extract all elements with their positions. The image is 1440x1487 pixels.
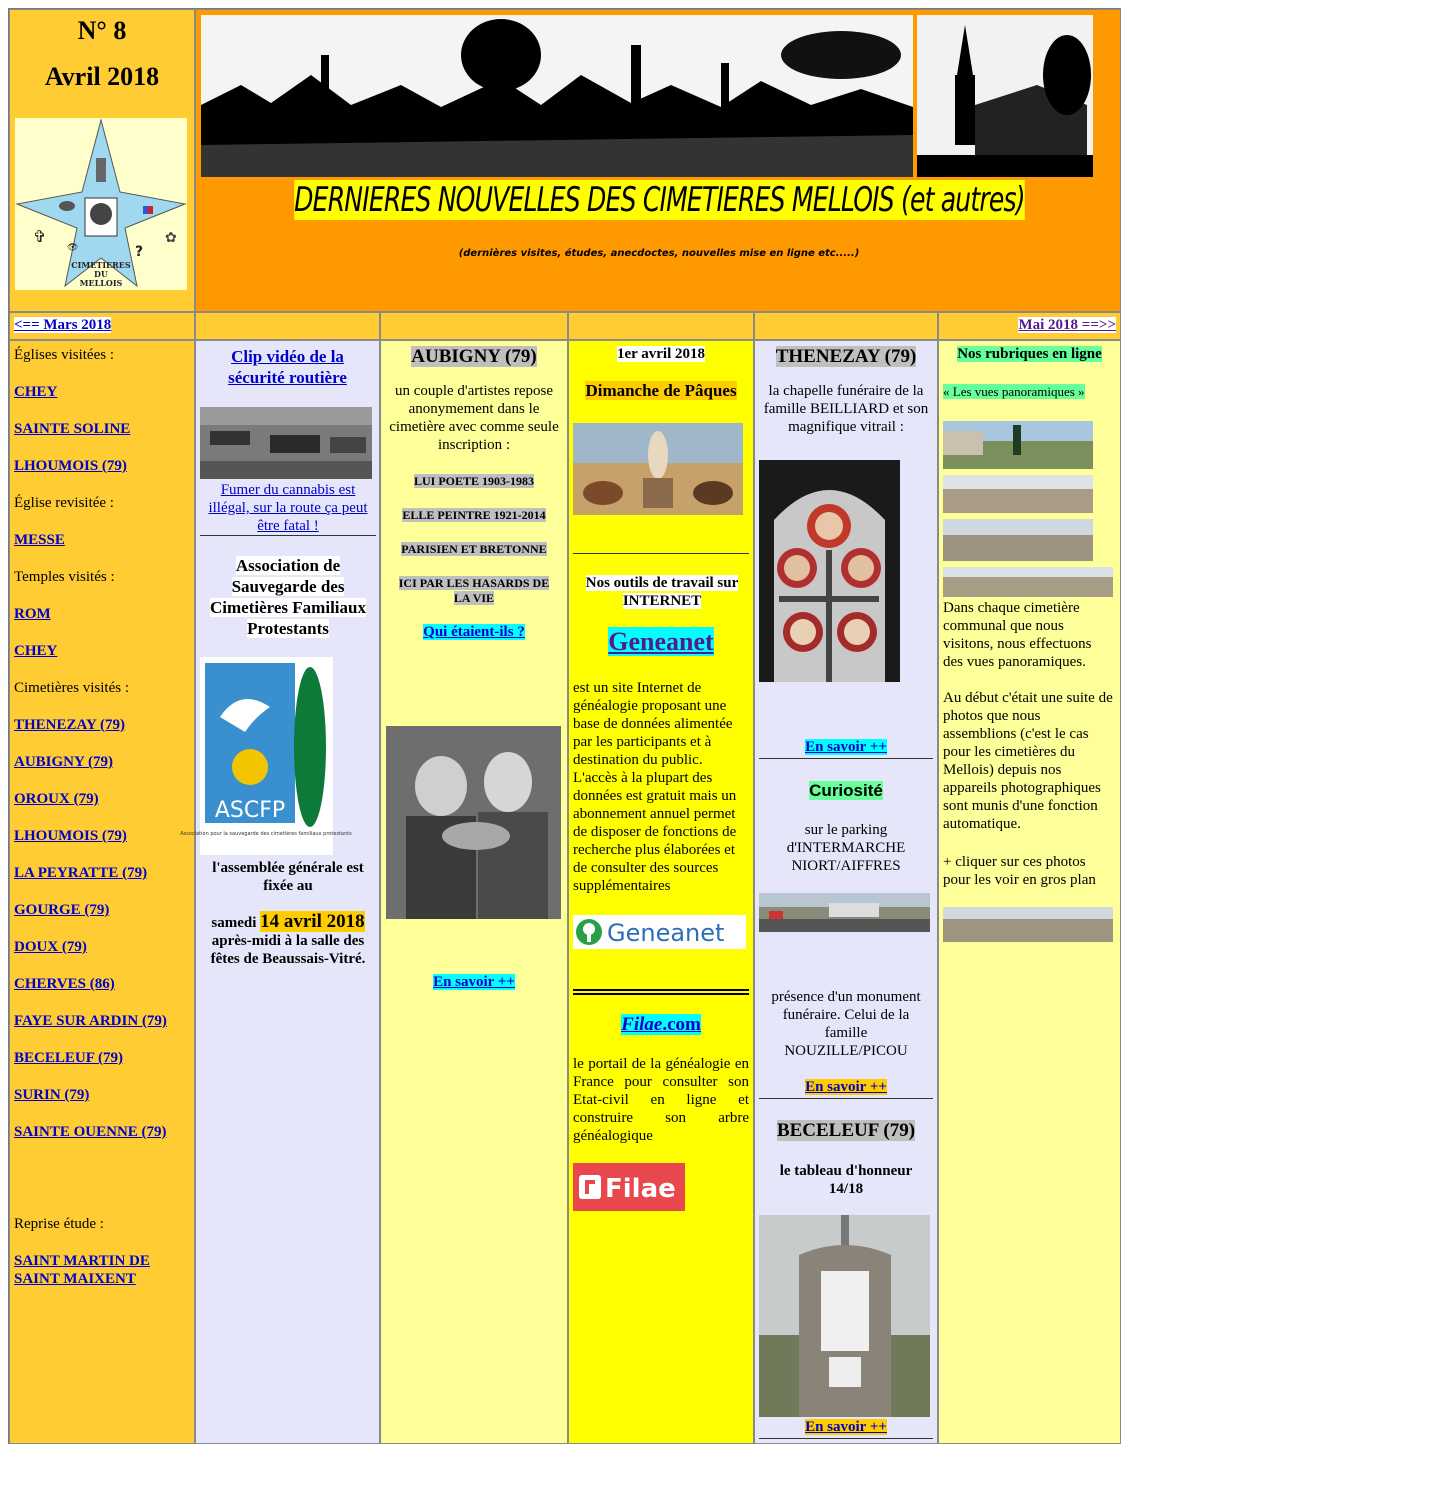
cemetery-engraving-image	[201, 15, 913, 177]
link-chey-temple[interactable]: CHEY	[14, 643, 58, 659]
ascfp-logo-sub: Association pour la sauvegarde des cimetières familiaux protestants	[180, 831, 352, 837]
column-rubrics	[938, 340, 1121, 1444]
who-were-they-link[interactable]: Qui étaient-ils ?	[423, 624, 525, 640]
monument-more-link[interactable]: En savoir ++	[805, 1079, 887, 1095]
rubrics-title: Nos rubriques en ligne	[957, 346, 1102, 362]
title-wrap	[196, 180, 1122, 220]
logo-line-1: CIMETIERES	[71, 260, 131, 270]
tools-title: Nos outils de travail sur INTERNET	[585, 575, 739, 609]
site-logo	[15, 118, 187, 290]
video-thumbnail[interactable]	[200, 407, 372, 479]
geneanet-logo[interactable]	[573, 915, 746, 949]
video-title-link[interactable]: Clip vidéo de la sécurité routière	[228, 347, 347, 387]
link-lhoumois-church[interactable]: LHOUMOIS (79)	[14, 458, 127, 474]
link-lhoumois[interactable]: LHOUMOIS (79)	[14, 828, 127, 844]
churches-label: Églises visitées :	[14, 347, 114, 363]
panorama-thumb-2[interactable]	[943, 475, 1093, 513]
cemeteries-label: Cimetières visités :	[14, 680, 129, 696]
association-name: Association de Sauvegarde des Cimetières Familiaux Protestants	[210, 556, 366, 638]
filae-logo[interactable]	[573, 1163, 685, 1211]
issue-number: N° 8	[77, 16, 127, 45]
temples-label: Temples visités :	[14, 569, 115, 585]
issue-box	[9, 9, 195, 312]
aubigny-title: AUBIGNY (79)	[411, 346, 537, 367]
ascfp-logo[interactable]	[180, 657, 352, 855]
divider	[759, 1438, 933, 1439]
panoramic-para-1: Dans chaque cimetière communal que nous visitons, nous effectuons des vues panoramiques.	[943, 600, 1092, 670]
link-sainte-soline[interactable]: SAINTE SOLINE	[14, 421, 131, 437]
filae-link[interactable]: Filae.com	[621, 1014, 701, 1035]
inscription-1: LUI POETE 1903-1983	[413, 474, 534, 488]
header-banner	[195, 9, 1121, 312]
stained-glass-image	[759, 460, 900, 682]
aubigny-intro: un couple d'artistes repose anonymement dans le cimetière avec comme seule inscription :	[389, 383, 559, 453]
link-gourge[interactable]: GOURGE (79)	[14, 902, 110, 918]
geneanet-link[interactable]: Geneanet	[608, 627, 714, 656]
star-logo-icon	[15, 118, 187, 290]
church-engraving-image	[917, 15, 1093, 177]
beceleuf-title: BECELEUF (79)	[776, 1120, 916, 1141]
link-aubigny[interactable]: AUBIGNY (79)	[14, 754, 114, 770]
nav-cell-next	[938, 312, 1121, 340]
nav-cell-2	[195, 312, 380, 340]
divider	[573, 553, 749, 554]
page-subtitle: (dernières visites, études, anecdoctes, nouvelles mise en ligne etc.....)	[458, 248, 860, 259]
link-surin[interactable]: SURIN (79)	[14, 1087, 90, 1103]
assembly-location: après-midi à la salle des fêtes de Beaussais-Vitré.	[210, 933, 366, 967]
assembly-date-block: samedi 14 avril 2018 après-midi à la salle des fêtes de Beaussais-Vitré.	[210, 911, 366, 967]
link-chey-church[interactable]: CHEY	[14, 384, 58, 400]
honor-more-link[interactable]: En savoir ++	[805, 1419, 887, 1435]
svg-text:✿: ✿	[165, 230, 177, 246]
nav-cell-prev	[9, 312, 195, 340]
curiosity-title: Curiosité	[809, 781, 883, 800]
honor-roll-photo	[759, 1215, 930, 1417]
easter-title: Dimanche de Pâques	[585, 381, 737, 400]
column-aubigny	[380, 340, 568, 1444]
panorama-thumb-3[interactable]	[943, 519, 1093, 561]
divider	[200, 535, 376, 536]
filae-logo-text: Filae	[605, 1174, 676, 1204]
thenezay-title: THENEZAY (79)	[775, 346, 917, 367]
link-cherves[interactable]: CHERVES (86)	[14, 976, 115, 992]
link-la-peyratte[interactable]: LA PEYRATTE (79)	[14, 865, 148, 881]
assembly-date: 14 avril 2018	[260, 911, 365, 932]
next-month-link[interactable]: Mai 2018 ==>>	[1018, 317, 1116, 333]
panorama-thumb-5[interactable]	[943, 907, 1113, 942]
inscription-3: PARISIEN ET BRETONNE	[401, 542, 547, 556]
sidebar-visits	[9, 340, 195, 1444]
divider	[759, 758, 933, 759]
parking-text: sur le parking d'INTERMARCHE NIORT/AIFFRES	[786, 822, 906, 874]
inscription-4: ICI PAR LES HASARDS DE LA VIE	[398, 576, 550, 605]
page-title: DERNIERES NOUVELLES DES CIMETIERES MELLOIS (et autres)	[293, 180, 1025, 220]
geneanet-logo-text: Geneanet	[607, 919, 725, 947]
filae-description: le portail de la généalogie en France pour consulter son Etat-civil en ligne et construire son arbre généalogique	[573, 1056, 749, 1144]
church-revisited-label: Église revisitée :	[14, 495, 114, 511]
nav-cell-5	[754, 312, 938, 340]
link-sainte-ouenne[interactable]: SAINTE OUENNE (79)	[14, 1124, 167, 1140]
resume-label: Reprise étude :	[14, 1216, 104, 1232]
link-saint-martin[interactable]: SAINT MARTIN DE SAINT MAIXENT	[14, 1253, 150, 1287]
video-caption-link[interactable]: Fumer du cannabis est illégal, sur la route ça peut être fatal !	[208, 482, 368, 534]
link-doux[interactable]: DOUX (79)	[14, 939, 87, 955]
svg-text:?: ?	[135, 244, 144, 260]
geneanet-description: est un site Internet de généalogie proposant une base de données alimentée par les participants et à destination du public. L'accès à la plupart des données est gratuit mais un abonnement annuel permet de disposer de fonctions de recherche plus élaborées et de consulter des sources supplémentaires	[573, 680, 737, 894]
column-thenezay	[754, 340, 938, 1444]
artists-photo	[386, 726, 561, 919]
panorama-thumb-1[interactable]	[943, 421, 1093, 469]
ascfp-logo-text: ASCFP	[214, 798, 286, 823]
prev-month-link[interactable]: <== Mars 2018	[14, 317, 112, 333]
link-beceleuf[interactable]: BECELEUF (79)	[14, 1050, 124, 1066]
nav-cell-3	[380, 312, 568, 340]
logo-line-3: MELLOIS	[79, 278, 123, 288]
monument-text: présence d'un monument funéraire. Celui de la famille NOUZILLE/PICOU	[771, 989, 921, 1059]
panorama-thumb-4[interactable]	[943, 567, 1113, 597]
link-rom[interactable]: ROM	[14, 606, 51, 622]
panoramic-para-2: Au début c'était une suite de photos que nous assemblions (c'est le cas pour les cimetières du Mellois) depuis nos appareils photographiques sont munis d'une fonction automatique.	[943, 690, 1113, 832]
chapel-text: la chapelle funéraire de la famille BEILLIARD et son magnifique vitrail :	[763, 383, 929, 435]
inscription-2: ELLE PEINTRE 1921-2014	[402, 508, 546, 522]
issue-month: Avril 2018	[44, 62, 160, 91]
parking-photo	[759, 893, 930, 932]
link-thenezay[interactable]: THENEZAY (79)	[14, 717, 125, 733]
link-faye-sur-ardin[interactable]: FAYE SUR ARDIN (79)	[14, 1013, 167, 1029]
column-news	[568, 340, 754, 1444]
aubigny-more-link[interactable]: En savoir ++	[433, 974, 515, 990]
resurrection-painting	[573, 423, 743, 515]
honor-text: le tableau d'honneur 14/18	[779, 1163, 913, 1197]
news-date: 1er avril 2018	[616, 346, 706, 362]
nav-cell-4	[568, 312, 754, 340]
double-divider	[573, 989, 749, 995]
divider	[759, 1098, 933, 1099]
panoramic-para-3: + cliquer sur ces photos pour les voir en gros plan	[943, 854, 1096, 888]
svg-text:✞: ✞	[33, 227, 47, 246]
logo-line-2: DU	[94, 269, 108, 279]
link-oroux[interactable]: OROUX (79)	[14, 791, 99, 807]
svg-text:👁: 👁	[67, 243, 79, 253]
column-association	[180, 340, 380, 1444]
link-messe[interactable]: MESSE	[14, 532, 65, 548]
panoramic-link[interactable]: « Les vues panoramiques »	[943, 384, 1085, 399]
assembly-text: l'assemblée générale est fixée au	[212, 860, 364, 894]
chapel-more-link[interactable]: En savoir ++	[805, 739, 887, 755]
